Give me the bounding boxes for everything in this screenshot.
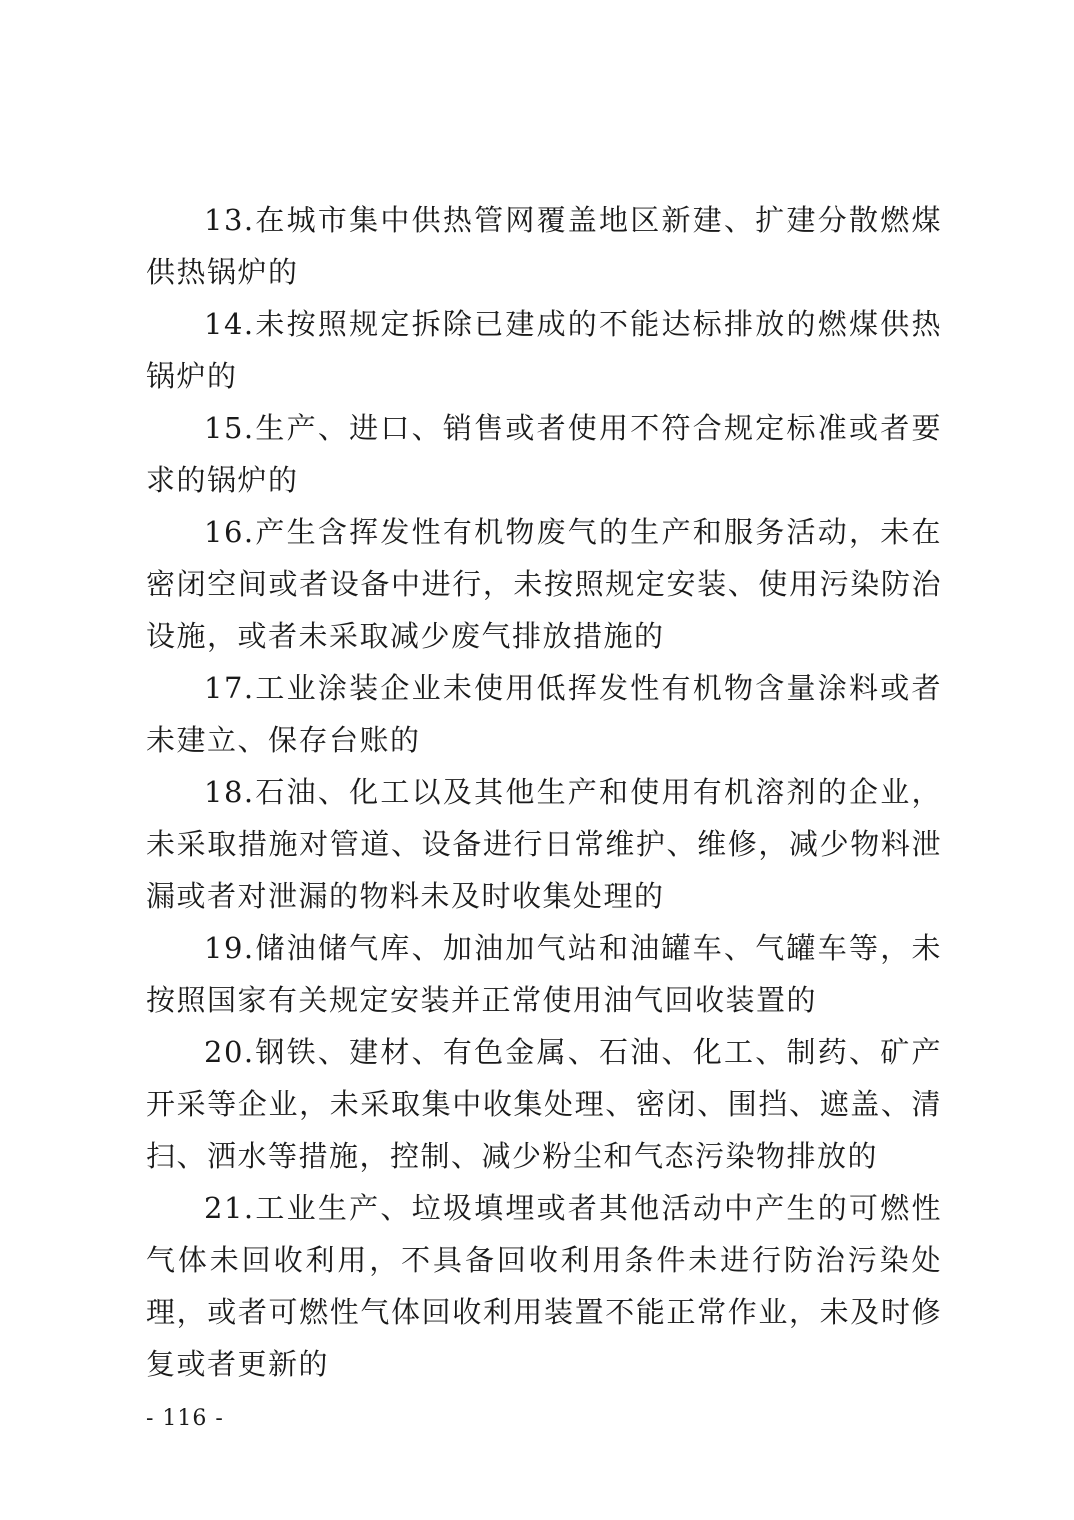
list-item-16: 16.产生含挥发性有机物废气的生产和服务活动，未在密闭空间或者设备中进行，未按照规定安装、使用污染防治设施，或者未采取减少废气排放措施的 <box>146 515 942 653</box>
document-body <box>146 194 942 1390</box>
list-item-19: 19.储油储气库、加油加气站和油罐车、气罐车等，未按照国家有关规定安装并正常使用油气回收装置的 <box>146 931 942 1017</box>
list-item-14: 14.未按照规定拆除已建成的不能达标排放的燃煤供热锅炉的 <box>146 307 942 393</box>
page-number: - 116 - <box>146 1406 224 1431</box>
list-item-13: 13.在城市集中供热管网覆盖地区新建、扩建分散燃煤供热锅炉的 <box>146 203 942 289</box>
list-item-15: 15.生产、进口、销售或者使用不符合规定标准或者要求的锅炉的 <box>146 411 942 497</box>
list-item-20: 20.钢铁、建材、有色金属、石油、化工、制药、矿产开采等企业，未采取集中收集处理、密闭、围挡、遮盖、清扫、洒水等措施，控制、减少粉尘和气态污染物排放的 <box>146 1035 942 1173</box>
list-item-18: 18.石油、化工以及其他生产和使用有机溶剂的企业，未采取措施对管道、设备进行日常维护、维修，减少物料泄漏或者对泄漏的物料未及时收集处理的 <box>146 775 942 913</box>
list-item-21: 21.工业生产、垃圾填埋或者其他活动中产生的可燃性气体未回收利用，不具备回收利用条件未进行防治污染处理，或者可燃性气体回收利用装置不能正常作业，未及时修复或者更新的 <box>146 1191 942 1381</box>
list-item-17: 17.工业涂装企业未使用低挥发性有机物含量涂料或者未建立、保存台账的 <box>146 671 942 757</box>
